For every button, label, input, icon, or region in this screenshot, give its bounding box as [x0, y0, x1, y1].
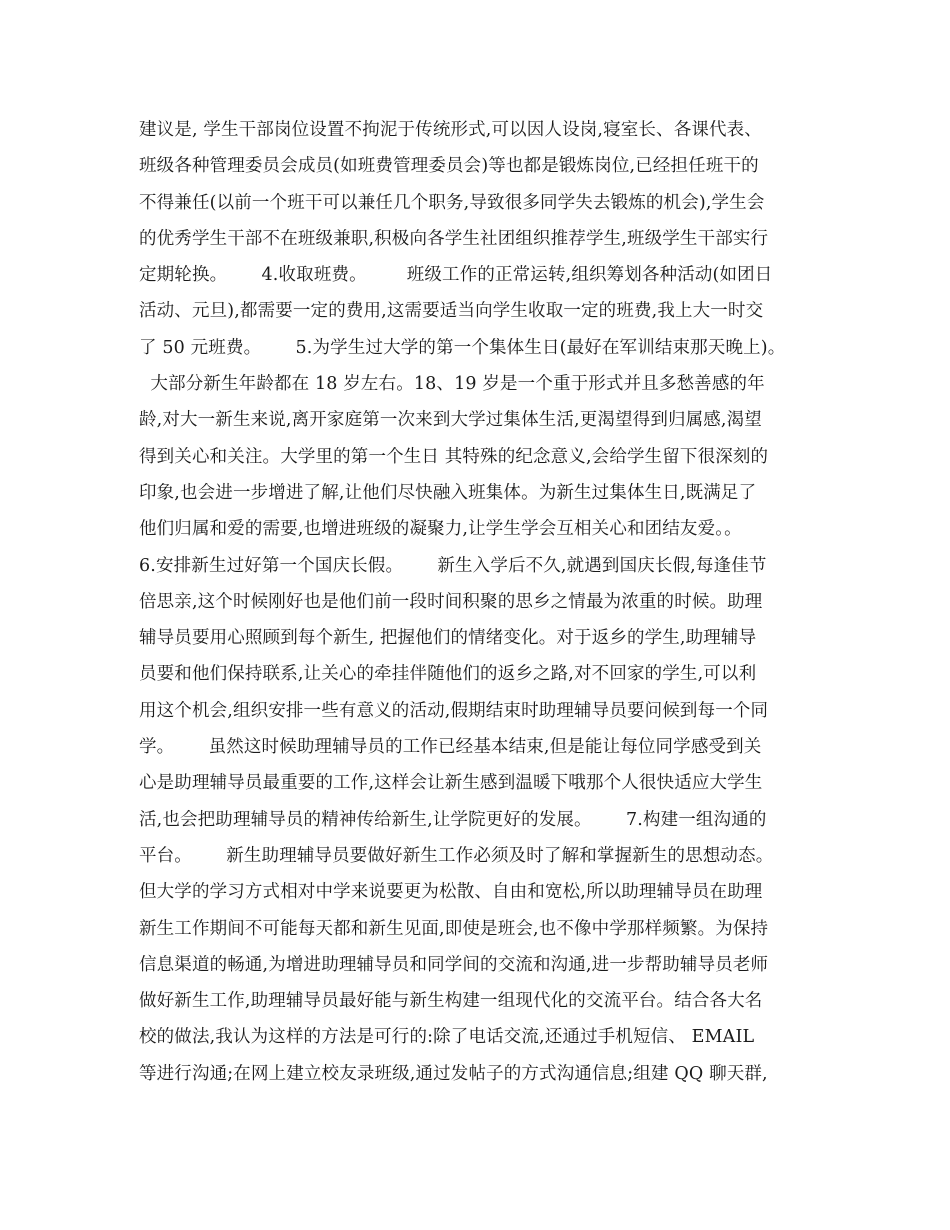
text-line: 心是助理辅导员最重要的工作,这样会让新生感到温暖下哦那个人很快适应大学生	[139, 773, 763, 794]
text-line: 倍思亲,这个时候刚好也是他们前一段时间积聚的思乡之情最为浓重的时候。助理	[139, 591, 763, 612]
text-line: 辅导员要用心照顾到每个新生, 把握他们的情绪变化。对于返乡的学生,助理辅导	[139, 628, 757, 649]
text-line: 建议是, 学生干部岗位设置不拘泥于传统形式,可以因人设岗,寝室长、各课代表、	[139, 120, 762, 140]
text-line: 定期轮换。 4.收取班费。 班级工作的正常运转,组织筹划各种活动(如团日	[139, 265, 773, 286]
text-line: 活,也会把助理辅导员的精神传给新生,让学院更好的发展。 7.构建一组沟通的	[139, 809, 767, 830]
text-line: 了 50 元班费。 5.为学生过大学的第一个集体生日(最好在军训结束那天晚上)。	[139, 337, 786, 358]
text-line: 印象,也会进一步增进了解,让他们尽快融入班集体。为新生过集体生日,既满足了	[139, 482, 757, 503]
text-line: 信息渠道的畅通,为增进助理辅导员和同学间的交流和沟通,进一步帮助辅导员老师	[139, 954, 769, 975]
text-line: 6.安排新生过好第一个国庆长假。 新生入学后不久,就遇到国庆长假,每逢佳节	[139, 555, 767, 576]
text-line: 的优秀学生干部不在班级兼职,积极向各学生社团组织推荐学生,班级学生干部实行	[139, 228, 769, 249]
text-line: 等进行沟通;在网上建立校友录班级,通过发帖子的方式沟通信息;组建 QQ 聊天群,	[139, 1063, 768, 1084]
text-line: 新生工作期间不可能每天都和新生见面,即使是班会,也不像中学那样频繁。为保持	[139, 918, 769, 939]
text-line: 用这个机会,组织安排一些有意义的活动,假期结束时助理辅导员要问候到每一个同	[139, 700, 769, 721]
text-line: 他们归属和爱的需要,也增进班级的凝聚力,让学生学会互相关心和团结友爱。。	[139, 519, 742, 540]
text-line: 班级各种管理委员会成员(如班费管理委员会)等也都是锻炼岗位,已经担任班干的	[139, 156, 759, 177]
text-line: 不得兼任(以前一个班干可以兼任几个职务,导致很多同学失去锻炼的机会),学生会	[139, 192, 765, 213]
text-line: 平台。 新生助理辅导员要做好新生工作必须及时了解和掌握新生的思想动态。	[139, 845, 774, 866]
text-line: 校的做法,我认为这样的方法是可行的:除了电话交流,还通过手机短信、 EMAIL	[139, 1027, 755, 1048]
text-line: 得到关心和关注。大学里的第一个生日 其特殊的纪念意义,会给学生留下很深刻的	[139, 446, 769, 467]
text-line: 大部分新生年龄都在 18 岁左右。18、19 岁是一个重于形式并且多愁善感的年	[139, 374, 765, 395]
text-line: 活动、元旦),都需要一定的费用,这需要适当向学生收取一定的班费,我上大一时交	[139, 301, 764, 322]
text-line: 做好新生工作,助理辅导员最好能与新生构建一组现代化的交流平台。结合各大名	[139, 991, 763, 1012]
text-line: 龄,对大一新生来说,离开家庭第一次来到大学过集体生活,更渴望得到归属感,渴望	[139, 410, 762, 431]
body-text	[139, 112, 829, 1092]
text-line: 学。 虽然这时候助理辅导员的工作已经基本结束,但是能让每位同学感受到关	[139, 737, 762, 758]
text-line: 员要和他们保持联系,让关心的牵挂伴随他们的返乡之路,对不回家的学生,可以利	[139, 664, 757, 685]
text-line: 但大学的学习方式相对中学来说要更为松散、自由和宽松,所以助理辅导员在助理	[139, 882, 763, 903]
